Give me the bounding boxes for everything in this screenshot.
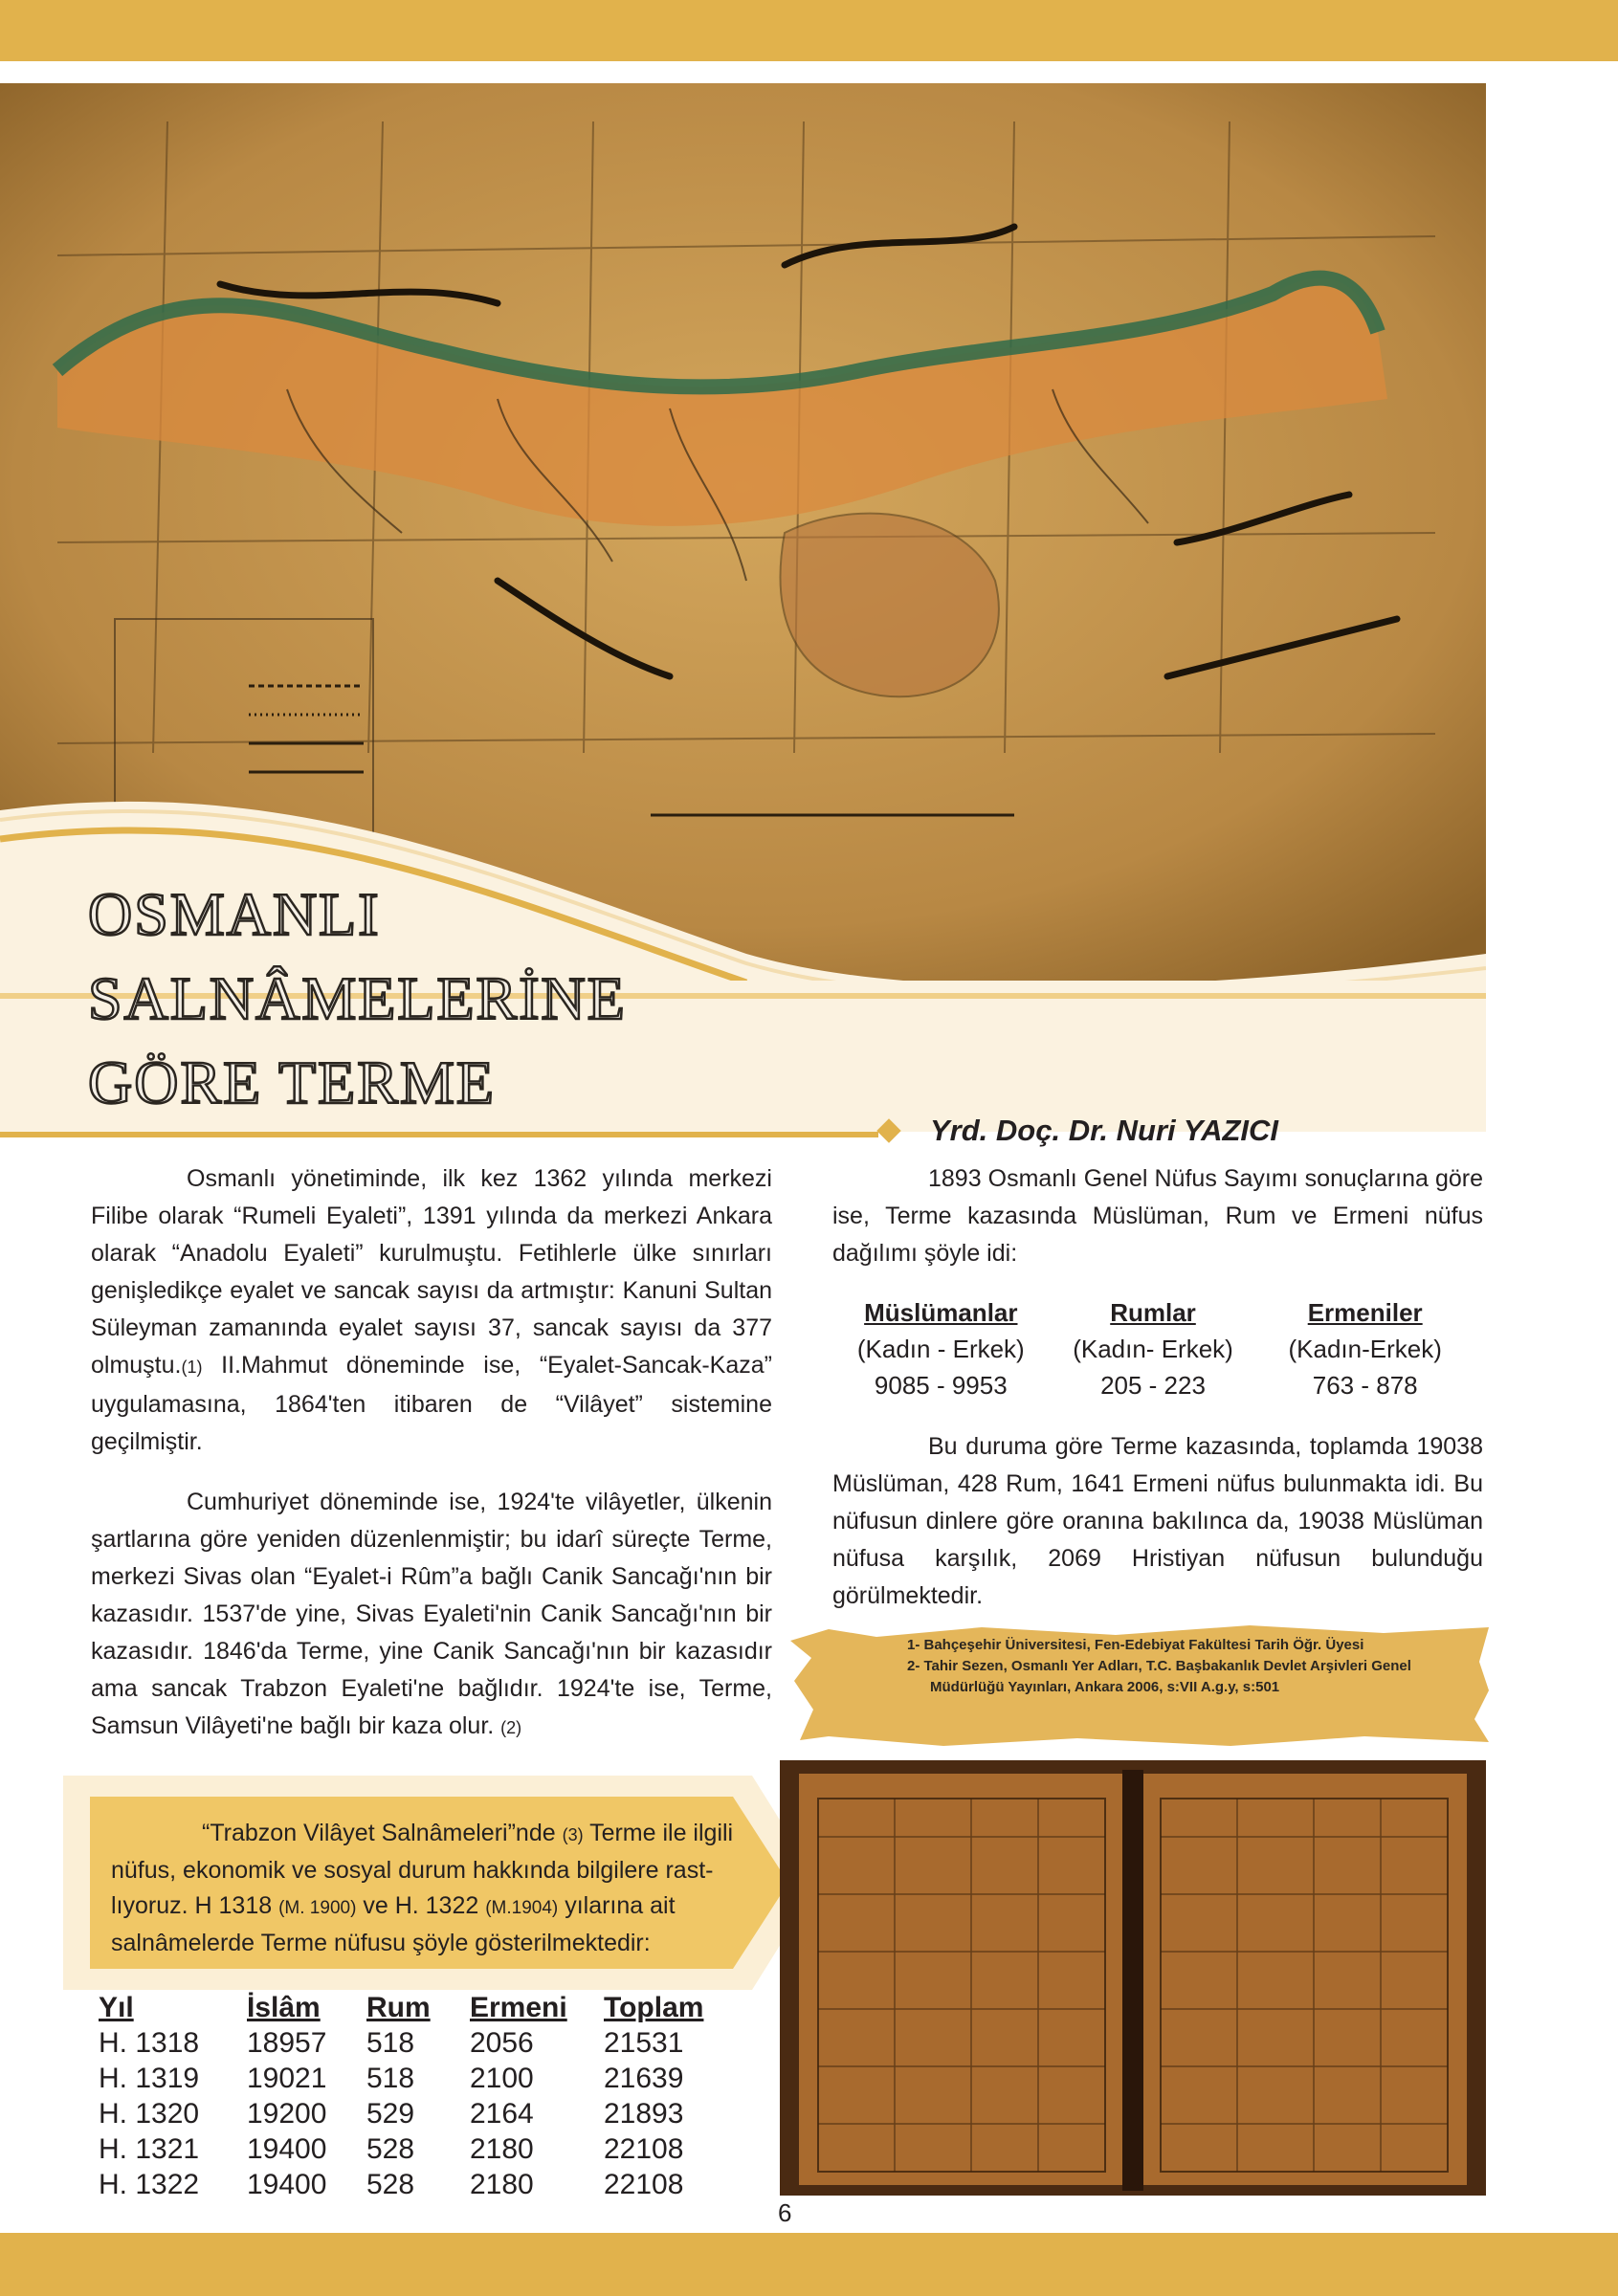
header-muslim: Müslümanlar [864,1297,1018,1327]
callout-box [63,1776,819,1990]
cell-toplam: 22108 [604,2132,684,2165]
left-paragraph-2 [91,1484,772,1747]
right-paragraph-2: Bu duruma göre Terme kazasında, toplamda 19038 Müslüman, 428 Rum, 1641 Ermeni nüfus bulunmakta idi. Bu nüfusun dinlere göre oranına bakılınca da, 19038 Müslüman nüfusa karşılık, 2069 Hristiyan nüfusun bulunduğu görülmektedir. [832,1433,1483,1609]
cell-rum: 529 [366,2097,415,2130]
table-row [99,2061,719,2096]
header-greek: Rumlar [1110,1297,1196,1327]
author-divider [0,1132,878,1137]
cell-rum: 518 [366,2026,415,2059]
subheader-muslim: (Kadın - Erkek) [856,1334,1025,1363]
cell-islam: 18957 [247,2026,327,2059]
author-name: Yrd. Doç. Dr. Nuri YAZICI [930,1114,1279,1147]
footnote-ref-2: (2) [500,1718,522,1737]
value-greek: 205 - 223 [1100,1370,1206,1400]
footnote-1: 1- Bahçeşehir Üniversitesi, Fen-Edebiyat Fakültesi Tarih Öğr. Üyesi [907,1637,1364,1653]
cell-year: H. 1322 [99,2168,200,2200]
census-table [99,1990,719,2202]
cell-ermeni: 2180 [470,2168,534,2200]
table-row [99,2167,719,2202]
cell-toplam: 21531 [604,2026,684,2059]
callout-m2: (M.1904) [485,1898,559,1918]
footnotes-list [907,1635,1443,1698]
population-value-row [832,1367,1474,1403]
cell-toplam: 22108 [604,2168,684,2200]
cell-year: H. 1319 [99,2062,200,2094]
table-row [99,2025,719,2061]
col-islam: İslâm [247,1991,321,2023]
value-armenian: 763 - 878 [1312,1370,1418,1400]
callout-part-2: Terme ile ilgili nüfus, ekonomik ve sosyal durum hakkında bilgilere rast-lıyoruz. H 1318 [111,1820,734,1919]
title-line-1: OSMANLI [88,880,381,948]
population-subheader-row [832,1331,1474,1367]
subheader-greek: (Kadın- Erkek) [1073,1334,1233,1363]
cell-toplam: 21893 [604,2097,684,2130]
callout-m1: (M. 1900) [278,1898,357,1918]
cell-rum: 518 [366,2062,415,2094]
footnote-2: 2- Tahir Sezen, Osmanlı Yer Adları, T.C. Başbakanlık Devlet Arşivleri Genel Müdürlüğü Yayınları, Ankara 2006, s:VII A.g.y, s:501 [907,1658,1411,1695]
top-accent-band [0,0,1618,61]
cell-rum: 528 [366,2132,415,2165]
right-paragraph-1: 1893 Osmanlı Genel Nüfus Sayımı sonuçlarına göre ise, Terme kazasında Müslüman, Rum ve Ermeni nüfus dağılımı şöyle idi: [832,1165,1483,1267]
cell-year: H. 1318 [99,2026,200,2059]
cell-islam: 19200 [247,2097,327,2130]
table-row [99,2096,719,2131]
col-year: Yıl [99,1991,134,2023]
cell-year: H. 1321 [99,2132,200,2165]
footnote-ref-3: (3) [562,1825,584,1844]
title-line-2: SALNÂMELERİNE [88,964,627,1032]
page-number: 6 [778,2198,792,2227]
callout-part-3: ve H. 1322 [356,1892,486,1919]
cell-ermeni: 2180 [470,2132,534,2165]
callout-part-1: “Trabzon Vilâyet Salnâmeleri”nde [202,1820,563,1846]
subheader-armenian: (Kadın-Erkek) [1288,1334,1442,1363]
cell-islam: 19400 [247,2168,327,2200]
census-header-row [99,1990,719,2025]
col-toplam: Toplam [604,1991,704,2023]
table-row [99,2131,719,2167]
article-title [88,872,758,1125]
cell-ermeni: 2164 [470,2097,534,2130]
footnote-ref-1: (1) [181,1358,203,1377]
cell-ermeni: 2100 [470,2062,534,2094]
left-column [91,1160,772,1747]
header-armenian: Ermeniler [1307,1297,1423,1327]
bottom-accent-band [0,2233,1618,2296]
population-header-row [832,1294,1474,1331]
left-paragraph-1-text: Osmanlı yönetiminde, ilk kez 1362 yılında merkezi Filibe olarak “Rumeli Eyaleti”, 1391 yılında da merkezi Ankara olarak “Anadolu Eyaleti” kurulmuştu. Fetihlerle ülke sınırları genişledikçe eyalet ve sancak sayısı da artmıştır: Kanuni Sultan Süleyman zamanında eyalet sayısı 37, sancak sayısı da 377 olmuştu. [91,1165,772,1379]
cell-ermeni: 2056 [470,2026,534,2059]
col-rum: Rum [366,1991,431,2023]
salname-book-photo [780,1760,1486,2196]
left-paragraph-2-text: Cumhuriyet döneminde ise, 1924'te vilâyetler, ülkenin şartlarına göre yeniden düzenlenmiştir; bu idarî süreçte Terme, merkezi Sivas olan “Eyalet-i Rûm”a bağlı Canik Sancağı'nın bir kazasıdır. 1537'de yine, Sivas Eyaleti'nin Canik Sancağı'nın bir kazasıdır. 1846'da Terme, yine Canik Sancağı'nın bir kazasıdır ama sancak Trabzon Eyaleti'ne bağlıdır. 1924'te ise, Terme, Samsun Vilâyeti'ne bağlı bir kaza olur. [91,1489,772,1739]
title-line-3: GÖRE TERME [88,1049,496,1116]
population-1893-table [832,1294,1474,1403]
trabzon-province-map-image [0,83,1486,981]
right-column [832,1160,1483,1272]
callout-text [111,1816,771,1961]
cell-rum: 528 [366,2168,415,2200]
left-paragraph-1-tail: II.Mahmut döneminde ise, “Eyalet-Sancak-Kaza” uygulamasına, 1864'ten itibaren de “Vilâyet” sistemine geçilmiştir. [91,1352,772,1455]
callout-part-4: yılarına ait salnâmelerde Terme nüfusu şöyle gösterilmektedir: [111,1892,676,1956]
cell-islam: 19021 [247,2062,327,2094]
value-muslim: 9085 - 9953 [874,1370,1008,1400]
cell-islam: 19400 [247,2132,327,2165]
cell-toplam: 21639 [604,2062,684,2094]
left-paragraph-1 [91,1160,772,1461]
cell-year: H. 1320 [99,2097,200,2130]
col-ermeni: Ermeni [470,1991,567,2023]
footnotes-box [790,1623,1489,1748]
right-column-lower [832,1428,1483,1615]
